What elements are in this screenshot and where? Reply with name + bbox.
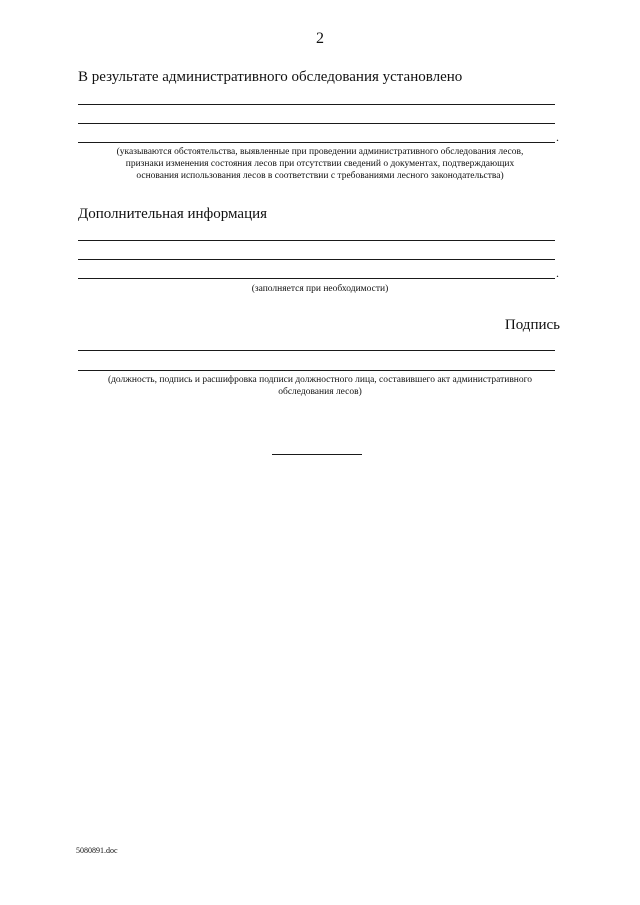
result-heading: В результате административного обследования установлено [78,69,463,85]
result-fill-line-2 [78,123,555,124]
result-fill-line-1 [78,104,555,105]
result-caption-line-3: основания использования лесов в соответствии с требованиями лесного законодательства) [136,171,504,181]
closing-divider [272,454,362,455]
result-caption [60,146,580,182]
additional-fill-line-2 [78,259,555,260]
signature-heading: Подпись [504,317,560,333]
page-number: 2 [316,30,324,47]
signature-fill-line-1 [78,350,555,351]
additional-caption: (заполняется при необходимости) [251,284,389,294]
signature-caption [60,374,580,398]
additional-fill-line-1 [78,240,555,241]
signature-fill-line-2 [78,370,555,371]
result-fill-line-3 [78,142,555,143]
signature-caption-line-1: (должность, подпись и расшифровка подписи должностного лица, составившего акт административного [107,375,533,385]
additional-info-heading: Дополнительная информация [78,206,268,222]
additional-fill-line-3 [78,278,555,279]
signature-caption-line-2: обследования лесов) [278,387,362,397]
result-line-end-mark: . [556,130,559,144]
additional-line-end-mark: . [556,266,559,280]
document-id: 5080891.doc [76,846,118,855]
result-caption-line-1: (указываются обстоятельства, выявленные при проведении административного обследования лесов, [116,147,524,157]
result-caption-line-2: признаки изменения состояния лесов при отсутствии сведений о документах, подтверждающих [125,159,515,169]
